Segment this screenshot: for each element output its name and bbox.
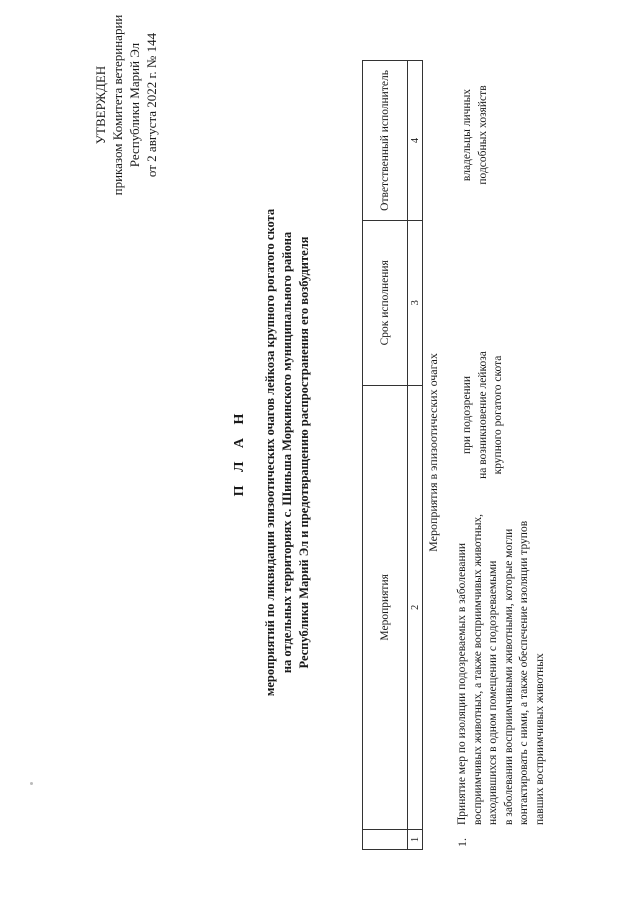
plan-subtitle [262, 150, 313, 755]
item-executor-line: владельцы личных [461, 88, 473, 182]
table-number-row [408, 61, 423, 850]
col-number-1: 1 [408, 830, 423, 850]
item-term-line: крупного рогатого скота [492, 355, 504, 475]
section-title: Мероприятия в эпизоотических очагах [426, 353, 440, 552]
scan-speck [30, 782, 33, 785]
item-executor [460, 55, 491, 215]
item-activity-text [455, 443, 548, 825]
item-text-line: восприимчивых животных, а также восприимчивых животных, [471, 513, 484, 825]
approval-line-3: Республики Марий Эл [127, 42, 142, 168]
plan-subtitle-line-2: на отдельных территориях с. Шиньша Моркинского муниципального района [280, 231, 294, 674]
plan-subtitle-line-1: мероприятий по ликвидации эпизоотических очагов лейкоза крупного рогатого скота [263, 208, 277, 697]
col-number-4: 4 [408, 61, 423, 221]
header-cell-activities: Мероприятия [363, 385, 408, 829]
table-header-row [363, 61, 408, 850]
approval-line-1: УТВЕРЖДЕН [93, 65, 108, 145]
item-text-line: Принятие мер по изоляции подозреваемых в заболевании [456, 543, 468, 825]
header-cell-num [363, 830, 408, 850]
plan-subtitle-line-3: Республики Марий Эл и предотвращению распространения его возбудителя [297, 236, 311, 669]
item-term-line: на возникновение лейкоза [476, 351, 489, 479]
plan-title: П Л А Н [232, 408, 247, 497]
header-cell-executor: Ответственный исполнитель [363, 61, 408, 221]
item-text-line: павших восприимчивых животных [533, 653, 546, 825]
col-number-2: 2 [408, 385, 423, 829]
plan-table [362, 60, 423, 850]
item-number: 1. [455, 838, 469, 847]
item-text-line: контактировать с ними, а также обеспечение изоляции трупов [518, 520, 530, 825]
approval-line-2: приказом Комитета ветеринарии [110, 14, 125, 196]
item-text-line: в заболевании восприимчивыми животными, которые могли [502, 528, 515, 825]
item-text-line: находившихся в одном помещении с подозреваемыми [487, 560, 499, 825]
header-cell-term: Срок исполнения [363, 220, 408, 385]
col-number-3: 3 [408, 220, 423, 385]
item-executor-line: подсобных хозяйств [476, 85, 489, 185]
item-term-line: при подозрении [461, 376, 473, 454]
approval-line-4: от 2 августа 2022 г. № 144 [144, 32, 159, 178]
approval-stamp [92, 5, 160, 205]
item-term [460, 335, 507, 495]
